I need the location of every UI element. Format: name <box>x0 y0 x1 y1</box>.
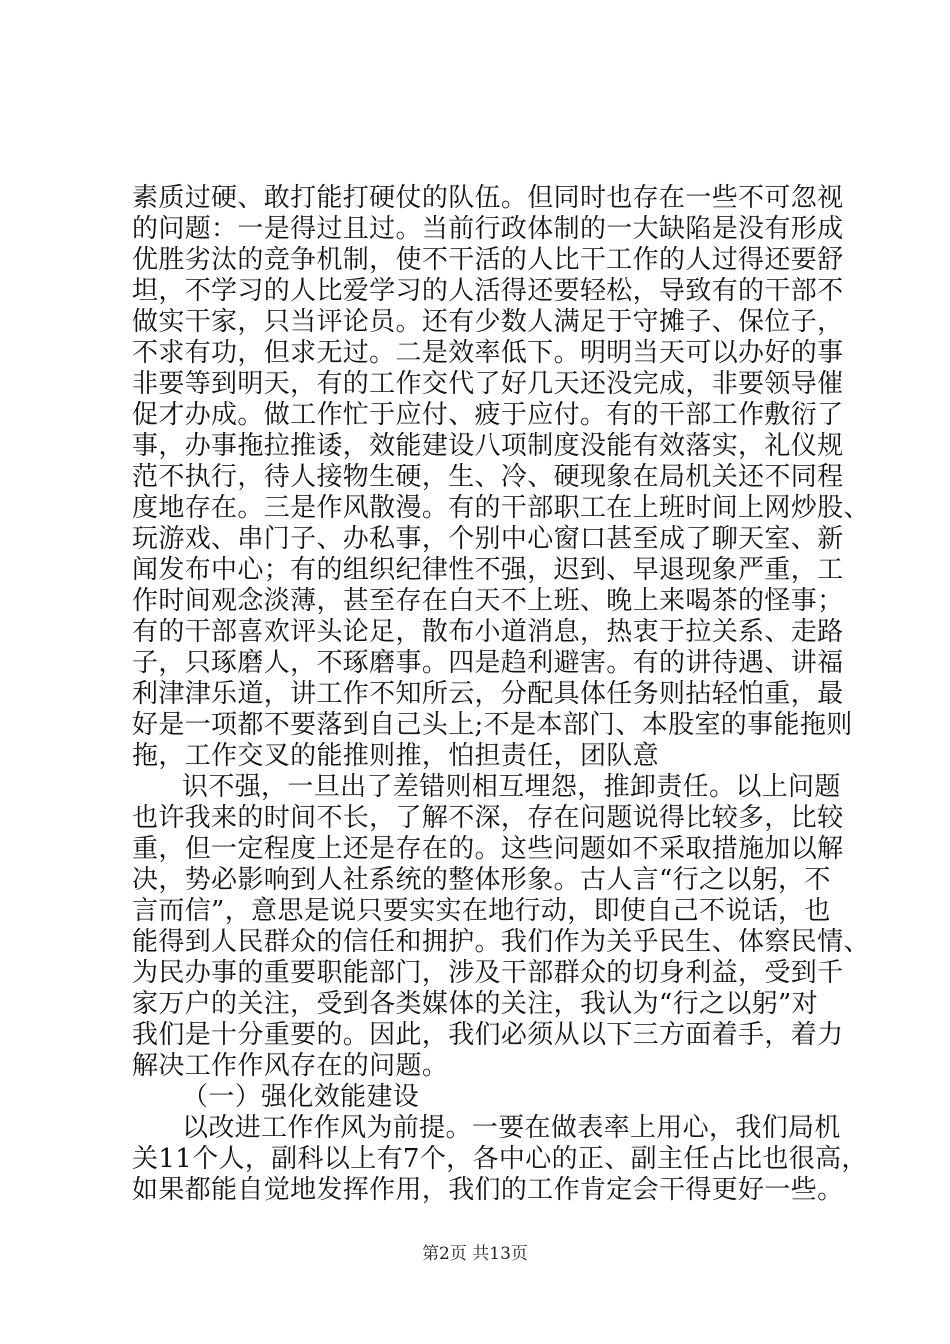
body-text-line: 也许我来的时间不长，了解不深，存在问题说得比较多，比较 <box>132 803 844 833</box>
body-text-line: 子，只琢磨人，不琢磨事。四是趋利避害。有的讲待遇、讲福 <box>132 648 844 678</box>
body-text-line: 好是一项都不要落到自己头上;不是本部门、本股室的事能拖则 <box>132 710 853 740</box>
page-number-footer: 第2页 共13页 <box>422 1244 528 1264</box>
body-text-line: 非要等到明天，有的工作交代了好几天还没完成，非要领导催 <box>132 369 844 399</box>
paragraph-first-line: 识不强，一旦出了差错则相互埋怨，推卸责任。以上问题 <box>182 772 841 802</box>
body-text-line: 重，但一定程度上还是存在的。这些问题如不采取措施加以解 <box>132 834 844 864</box>
body-text-line: 言而信”，意思是说只要实实在地行动，即使自己不说话，也 <box>132 896 831 926</box>
body-text-line: 利津津乐道，讲工作不知所云，分配具体任务则拈轻怕重，最 <box>132 679 844 709</box>
body-text-line: 促才办成。做工作忙于应付、疲于应付。有的干部工作敷衍了 <box>132 400 844 430</box>
body-text-line: 范不执行，待人接物生硬，生、冷、硬现象在局机关还不同程 <box>132 462 844 492</box>
body-text-line: 如果都能自觉地发挥作用，我们的工作肯定会干得更好一些。 <box>132 1175 844 1205</box>
body-text-line: 我们是十分重要的。因此，我们必须从以下三方面着手，着力 <box>132 1020 844 1050</box>
body-text-line: 解决工作作风存在的问题。 <box>132 1051 449 1081</box>
body-text-line: 不求有功，但求无过。二是效率低下。明明当天可以办好的事 <box>132 338 844 368</box>
body-text-line: 做实干家，只当评论员。还有少数人满足于守摊子、保位子， <box>132 307 844 337</box>
body-text-line: 优胜劣汰的竞争机制，使不干活的人比干工作的人过得还要舒 <box>132 245 844 275</box>
body-text-line: 有的干部喜欢评头论足，散布小道消息，热衷于拉关系、走路 <box>132 617 844 647</box>
paragraph-first-line: 以改进工作作风为前提。一要在做表率上用心，我们局机 <box>182 1113 841 1143</box>
body-text-line: 事，办事拖拉推诿，效能建设八项制度没能有效落实，礼仪规 <box>132 431 844 461</box>
body-text-line: 拖，工作交叉的能推则推，怕担责任，团队意 <box>132 741 660 771</box>
body-text-line: 作时间观念淡薄，甚至存在白天不上班、晚上来喝茶的怪事； <box>132 586 844 616</box>
body-text-line: 决，势必影响到人社系统的整体形象。古人言“行之以躬，不 <box>132 865 831 895</box>
body-text-line: 为民办事的重要职能部门，涉及干部群众的切身利益，受到千 <box>132 958 844 988</box>
body-text-line: 能得到人民群众的信任和拥护。我们作为关乎民生、体察民情、 <box>132 927 870 957</box>
body-text-line: 家万户的关注，受到各类媒体的关注，我认为“行之以躬”对 <box>132 989 819 1019</box>
body-text-line: 关11个人，副科以上有7个，各中心的正、副主任占比也很高， <box>132 1144 868 1174</box>
body-text-line: 坦，不学习的人比爱学习的人活得还要轻松，导致有的干部不 <box>132 276 844 306</box>
body-text-line: 玩游戏、串门子、办私事，个别中心窗口甚至成了聊天室、新 <box>132 524 844 554</box>
section-heading: （一）强化效能建设 <box>182 1082 420 1112</box>
body-text-line: 素质过硬、敢打能打硬仗的队伍。但同时也存在一些不可忽视 <box>132 183 844 213</box>
body-text-line: 闻发布中心；有的组织纪律性不强，迟到、早退现象严重，工 <box>132 555 844 585</box>
body-text-line: 的问题：一是得过且过。当前行政体制的一大缺陷是没有形成 <box>132 214 844 244</box>
body-text-line: 度地存在。三是作风散漫。有的干部职工在上班时间上网炒股、 <box>132 493 870 523</box>
